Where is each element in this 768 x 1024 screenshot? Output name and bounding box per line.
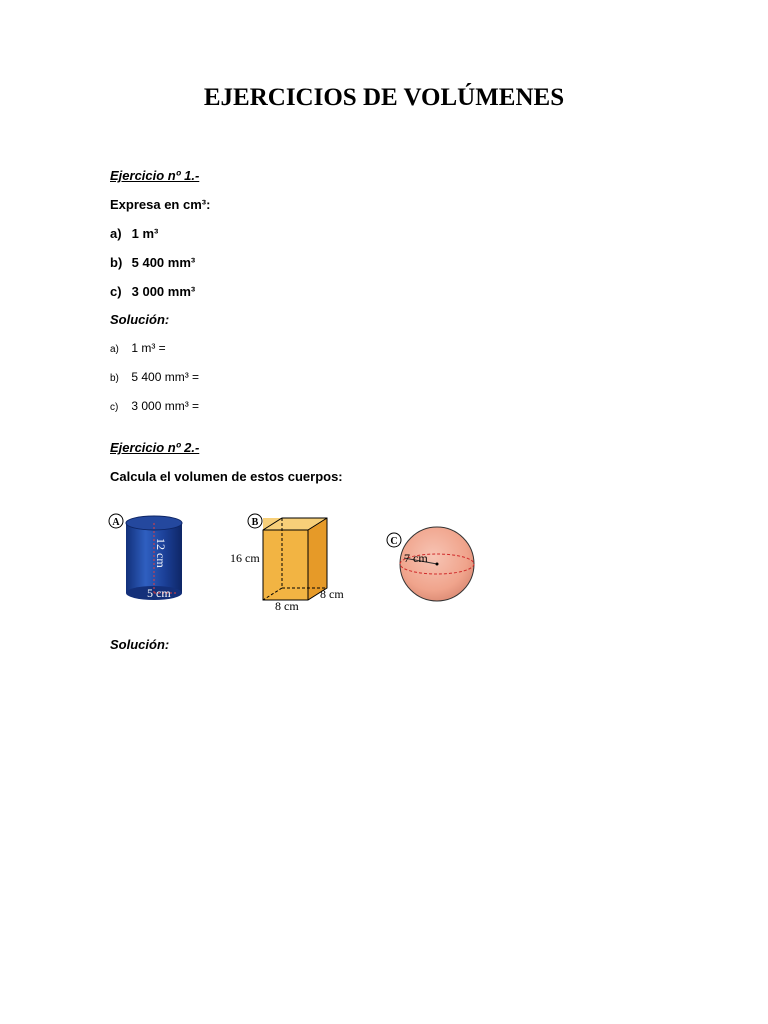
exercise-1-prompt: Expresa en cm³: — [110, 197, 211, 212]
item-value: 5 400 mm³ — [131, 255, 196, 270]
item-label: c) — [110, 284, 122, 299]
solution-value: 1 m³ = — [131, 341, 166, 355]
cylinder-body — [126, 523, 182, 593]
exercise-2-prompt: Calcula el volumen de estos cuerpos: — [110, 469, 343, 484]
page-title: EJERCICIOS DE VOLÚMENES — [203, 84, 565, 111]
figure-letter: B — [251, 517, 259, 528]
prism-width-label: 8 cm — [275, 599, 299, 613]
item-label: b) — [110, 255, 123, 270]
figure-a-cylinder — [106, 510, 196, 610]
exercise-1-solution-a — [110, 341, 166, 355]
item-label: a) — [110, 226, 122, 241]
figure-letter: A — [112, 517, 120, 528]
exercise-1-solution-c — [110, 399, 199, 413]
exercise-1-solution-heading: Solución: — [110, 312, 170, 327]
solution-value: 3 000 mm³ = — [131, 399, 200, 413]
cylinder-radius-label: 5 cm — [147, 586, 171, 600]
exercise-1-solution-b — [110, 370, 199, 384]
exercise-2-solution-heading: Solución: — [110, 637, 170, 652]
exercise-2-heading: Ejercicio nº 2.- — [110, 440, 200, 455]
item-value: 1 m³ — [131, 226, 159, 241]
exercise-1-item-a — [110, 226, 158, 241]
solution-label: c) — [110, 402, 119, 413]
exercise-1-item-c — [110, 284, 195, 299]
prism-depth-label: 8 cm — [320, 587, 344, 601]
exercise-1-heading: Ejercicio nº 1.- — [110, 168, 200, 183]
figure-c-sphere — [384, 520, 480, 606]
solution-label: b) — [110, 373, 119, 384]
prism-front-face — [263, 530, 308, 600]
cylinder-height-label: 12 cm — [154, 538, 168, 568]
prism-height-label: 16 cm — [230, 551, 260, 565]
solution-label: a) — [110, 344, 119, 355]
figure-letter: C — [390, 536, 398, 547]
sphere-center — [436, 563, 439, 566]
figure-b-prism — [228, 510, 350, 614]
exercise-1-item-b — [110, 255, 195, 270]
item-value: 3 000 mm³ — [131, 284, 196, 299]
sphere-radius-label: 7 cm — [404, 551, 428, 565]
solution-value: 5 400 mm³ = — [131, 370, 200, 384]
